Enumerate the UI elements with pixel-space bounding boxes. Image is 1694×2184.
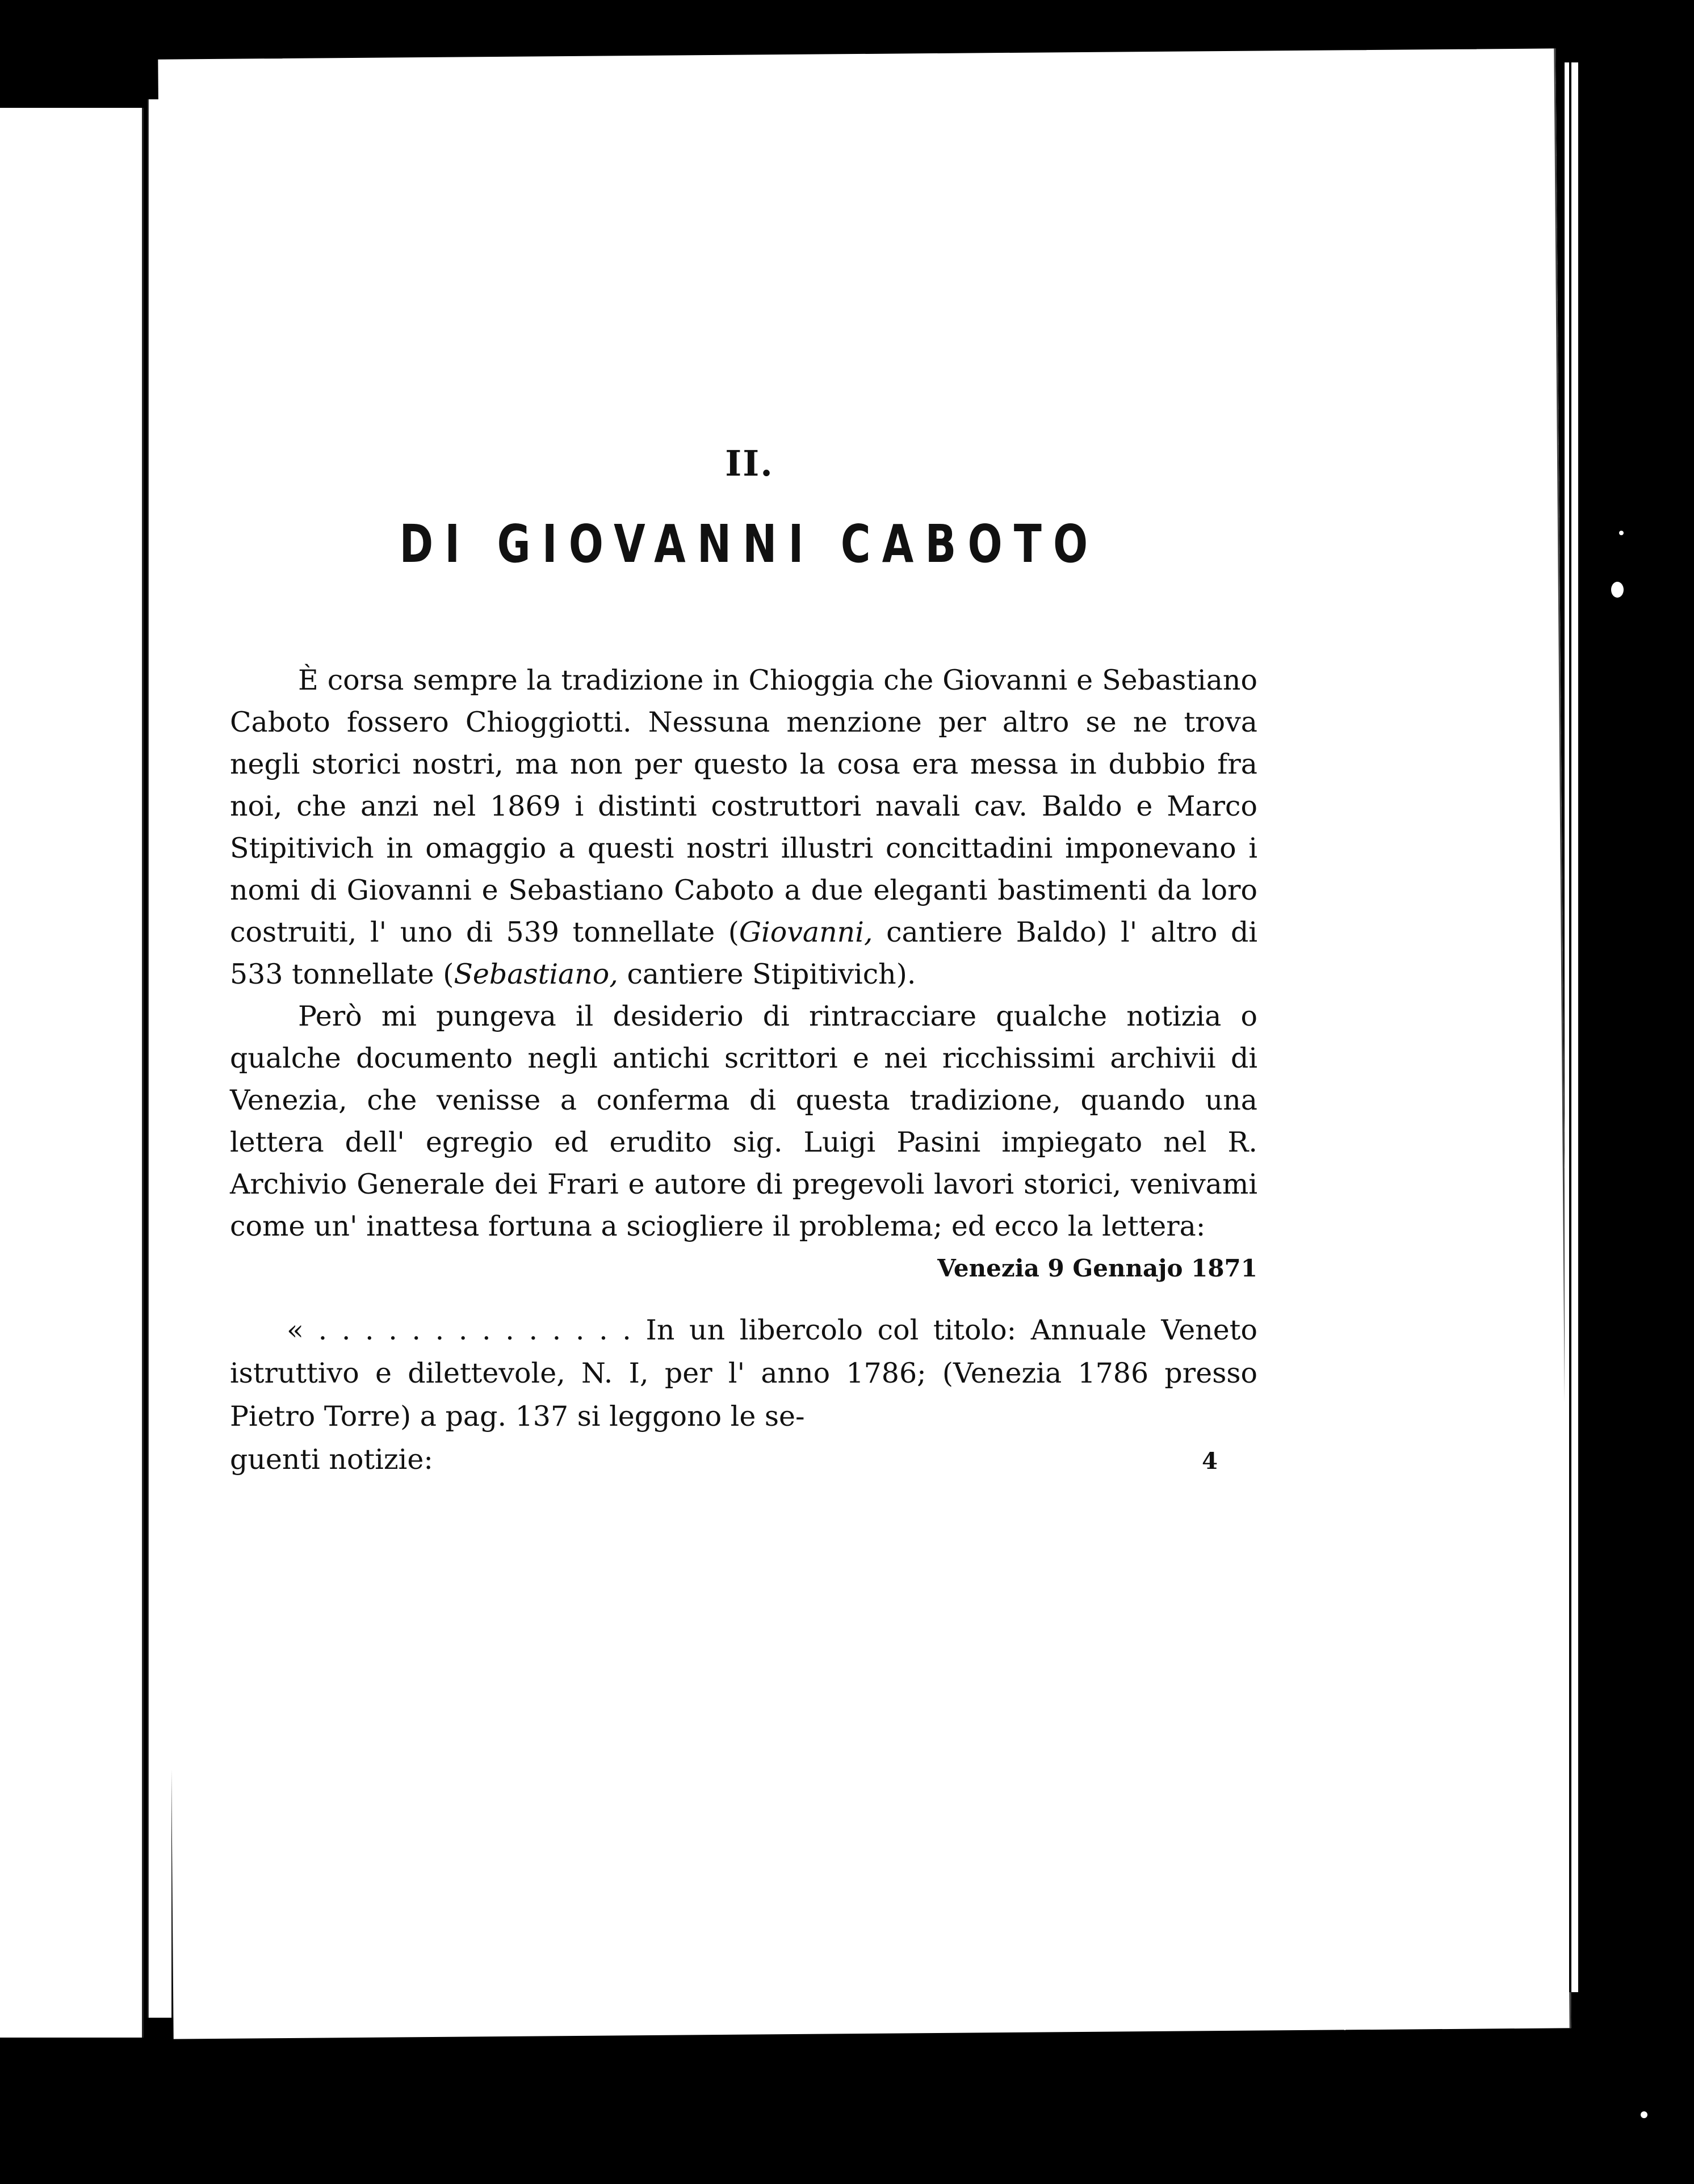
scan-speck	[1619, 531, 1624, 535]
page-content	[230, 443, 1257, 1483]
page-right-edge	[1565, 62, 1578, 1992]
letter-body: « . . . . . . . . . . . . . . In un libercolo col titolo: Annuale Veneto istruttivo e dilettevole, N. I, per l' anno 1786; (Venezia 1786 presso Pietro Torre) a pag. 137 si leggono le se-	[230, 1314, 1257, 1433]
ship-name-sebastiano: Sebastiano,	[454, 958, 618, 990]
paragraph-1-text-3: cantiere Stipitivich).	[618, 958, 916, 990]
paragraph-1-text-2: cantiere Baldo) l' altro di 533 tonnellate (	[230, 916, 1257, 990]
paragraph-1	[230, 660, 1257, 996]
letter-last-line	[230, 1438, 1257, 1483]
paragraph-2: Però mi pungeva il desiderio di rintracciare qualche notizia o qualche documento negli antichi scrittori e nei ricchissimi archivii di Venezia, che venisse a conferma di questa tradizione, quando una lettera dell' egregio ed erudito sig. Luigi Pasini impiegato nel R. Archivio Generale dei Frari e autore di pregevoli lavori storici, venivami come un' inattesa fortuna a sciogliere il problema; ed ecco la lettera:	[230, 1000, 1257, 1242]
scan-speck	[1641, 2111, 1647, 2118]
page-number: 4	[1202, 1448, 1218, 1475]
paragraph-1-text: È corsa sempre la tradizione in Chioggia che Giovanni e Sebastiano Caboto fossero Chioggiotti. Nessuna menzione per altro se ne trova negli storici nostri, ma non per questo la cosa era messa in dubbio fra noi, che anzi nel 1869 i distinti costruttori navali cav. Baldo e Marco Stipitivich in omaggio a questi nostri illustri concittadini imponevano i nomi di Giovanni e Sebastiano Caboto a due eleganti bastimenti da loro costruiti, l' uno di 539 tonnellate (	[230, 664, 1257, 948]
chapter-number: II.	[725, 443, 774, 484]
ship-name-giovanni: Giovanni,	[739, 916, 873, 948]
letter-last-text: guenti notizie:	[230, 1443, 433, 1476]
left-facing-page	[0, 108, 144, 2038]
letter-dateline: Venezia 9 Gennajo 1871	[937, 1254, 1257, 1282]
letter-quote	[230, 1309, 1257, 1483]
scan-speck	[1611, 582, 1624, 598]
chapter-title: DI GIOVANNI CABOTO	[399, 514, 1100, 574]
scan-speck	[1343, 2018, 1347, 2030]
